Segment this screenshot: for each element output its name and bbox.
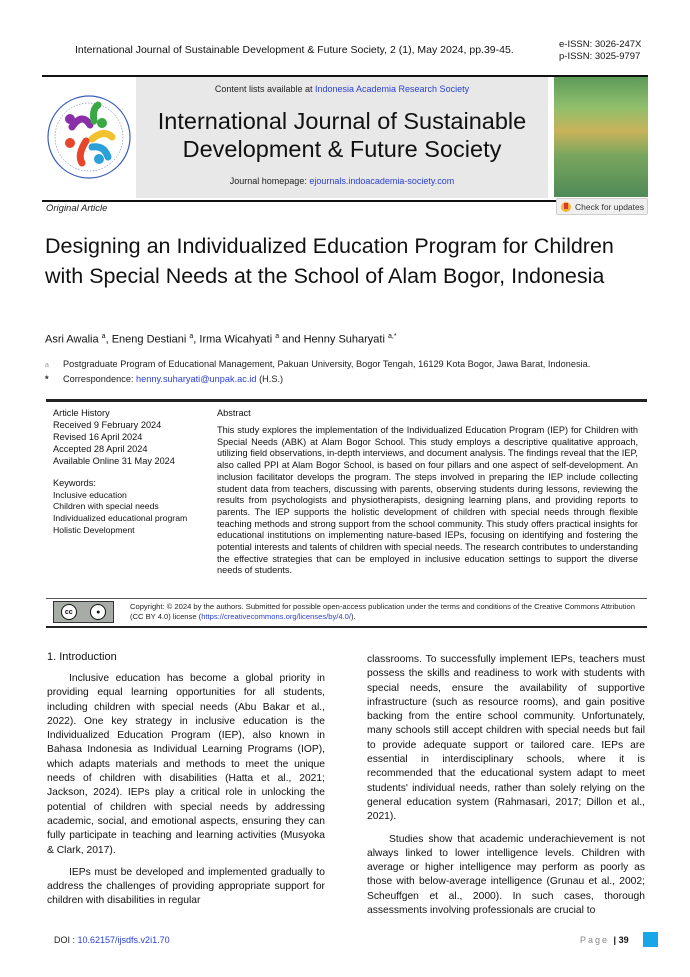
license-text [130, 602, 650, 622]
divider [46, 598, 647, 599]
journal-title-line2: Development & Future Society [182, 136, 502, 162]
article-title: Designing an Individualized Education Program for Children with Special Needs at the School of Alam Bogor, Indonesia [45, 234, 614, 288]
history-received: Received 9 February 2024 [53, 420, 162, 430]
doi-link[interactable]: 10.62157/ijsdfs.v2i1.70 [77, 935, 170, 945]
history-online: Available Online 31 May 2024 [53, 456, 175, 466]
history-revised: Revised 16 April 2024 [53, 432, 143, 442]
page-accent-square [643, 932, 658, 947]
by-person-icon: ● [90, 604, 106, 620]
correspondence-email-link[interactable]: henny.suharyati@unpak.ac.id [136, 373, 257, 384]
cc-icon: cc [61, 604, 77, 620]
affiliation-line [45, 358, 590, 373]
bookmark-icon [561, 202, 571, 212]
section-heading: 1. Introduction [47, 651, 117, 663]
correspondence-prefix: Correspondence: [63, 373, 137, 384]
journal-title [136, 107, 548, 163]
license-suffix: ). [351, 612, 356, 621]
author-sup: a,* [387, 333, 397, 340]
author: Asri Awalia [45, 333, 99, 346]
article-type: Original Article [46, 203, 108, 214]
correspondence-mark: * [45, 373, 49, 384]
keyword-item: Children with special needs [53, 501, 159, 512]
check-for-updates-button[interactable] [556, 198, 648, 215]
author-sup: a [189, 333, 194, 340]
affiliation-text: Postgraduate Program of Educational Management, Pakuan University, Bogor Tengah, 16129 Kota Bogor, Jawa Barat, Indonesia. [63, 359, 591, 369]
keyword-item: Inclusive education [53, 489, 127, 500]
journal-title-line1: International Journal of Sustainable [157, 108, 527, 134]
abstract-text: This study explores the implementation of the Individualized Education Program (IEP) for Children with Special Needs (ABK) at Alam Bogor School. This study employs a descriptive qualitative approach, utilizing field observations, in-depth interviews, and document analysis. The findings reveal that the IEP, also called PPI at Alam Bogor School, is based on four pillars and one aspect of self-development. An inclusion facilitator develops the program. The steps involved in preparing the IEP include collecting student data from teachers, discussing with parents, observing students during lessons, reviewing the results from psychologists and physiotherapists, designing learning plans, and providing reports to parents. The IEP supports the holistic development of children with special needs through flexible teaching methods and strong support from the school community. This study offers practical insights for educational institutions on implementing nature-based IEPs, focusing on identifying and fostering the potential interests and talents of children with special needs. The research contributes to understanding the effective strategies that can be employed in inclusive education settings to support the diverse needs of students. [217, 425, 638, 576]
divider [46, 626, 647, 628]
correspondence-suffix: (H.S.) [256, 373, 284, 384]
keyword-item: Individualized educational program [53, 513, 188, 524]
e-issn: e-ISSN: 3026-247X [559, 39, 642, 50]
content-lists-line [136, 84, 548, 94]
divider [46, 399, 647, 402]
page-label: Page [580, 935, 610, 945]
homepage-link[interactable]: ejournals.indoacademia-society.com [309, 176, 455, 186]
affiliations [45, 358, 590, 386]
affiliation-mark: a [45, 362, 49, 369]
body-column-right [367, 653, 645, 926]
author: Eneng Destiani [111, 333, 187, 346]
author-sup: a [275, 333, 280, 340]
check-updates-label: Check for updates [575, 201, 644, 212]
society-link[interactable]: Indonesia Academia Research Society [314, 84, 470, 94]
history-heading: Article History [53, 408, 110, 418]
homepage-line [136, 176, 548, 186]
running-header: International Journal of Sustainable Development & Future Society, 2 (1), May 2024, pp.39-45. [75, 44, 514, 56]
cc-by-badge[interactable] [53, 601, 114, 623]
paragraph: Inclusive education has become a global priority in providing equal learning opportunities for all students, including children with special needs (Abu Bakar et al., 2022). One key strategy in inclusive education is the Individualized Education Program (IEP), also known in Bahasa Indonesia as Individual Learning Programs (IOP), which adapts materials and methods to meet the unique needs of children with disabilities (Hatta et al., 2021; Jackson, 2024). IEPs play a critical role in unlocking the potential of children with special needs by addressing academic, social, and emotional aspects, ensuring they can fully participate in teaching and learning activities (Musyoka & Clark, 2017). [47, 673, 325, 856]
journal-cover-image [554, 77, 648, 197]
page-number: 39 [618, 935, 629, 945]
doi-line [54, 935, 170, 945]
keyword-item: Holistic Development [53, 524, 135, 535]
paragraph: Studies show that academic underachievement is not always linked to lower intelligence levels. Children with average or higher intelligence may perform as poorly as those with below-average intelligence (Grunau et al., 2002; Scheuffgen et al., 2000). In such cases, thorough assessments involving professionals are crucial to [367, 833, 645, 917]
issn-block [559, 39, 641, 63]
homepage-prefix: Journal homepage: [229, 176, 310, 186]
page-indicator: Page | 39 [580, 935, 629, 945]
doi-prefix: DOI : [54, 935, 78, 945]
author-sup: a [101, 333, 106, 340]
license-prefix: Copyright: © 2024 by the authors. Submitted for possible open-access publication under the terms and conditions of the Creative Commons Attribution (CC BY 4.0) license ( [130, 602, 635, 621]
paragraph: IEPs must be developed and implemented gradually to address the challenges of providing appropriate support for children with disabilities in regular [47, 866, 325, 907]
history-accepted: Accepted 28 April 2024 [53, 444, 148, 454]
keywords-heading: Keywords: [53, 478, 96, 488]
p-issn: p-ISSN: 3025-9797 [559, 51, 641, 62]
abstract-heading: Abstract [217, 408, 251, 418]
author-list: Asri Awalia $^a$, Eneng Destiani $^a$, Irma Wicahyati $^a$ and Henny Suharyati $^{a,*}$ [45, 333, 397, 346]
society-logo-icon [42, 77, 136, 198]
correspondence-line [45, 373, 590, 387]
article-history [53, 407, 175, 467]
keywords [53, 478, 187, 537]
author: Henny Suharyati [303, 333, 385, 346]
author: Irma Wicahyati [199, 333, 273, 346]
license-link[interactable]: https://creativecommons.org/licenses/by/4.0/ [201, 612, 352, 621]
content-lists-prefix: Content lists available at [214, 84, 315, 94]
body-column-left [47, 672, 325, 917]
paragraph: classrooms. To successfully implement IEPs, teachers must possess the skills and readiness to work with students with special needs, ensure the availability of supportive infrastructure (such as resource rooms), and gain positive backing from the entire school community. Unfortunately, many schools still accept children with special needs but fail to provide adequate support or tailored care. IEPs are essential in interdisciplinary schools, where it is recommended that the educational system adapt to meet students' individual needs, rather than solely relying on the general education system (Rahmasari, 2017; Dillon et al., 2021). [367, 654, 645, 823]
